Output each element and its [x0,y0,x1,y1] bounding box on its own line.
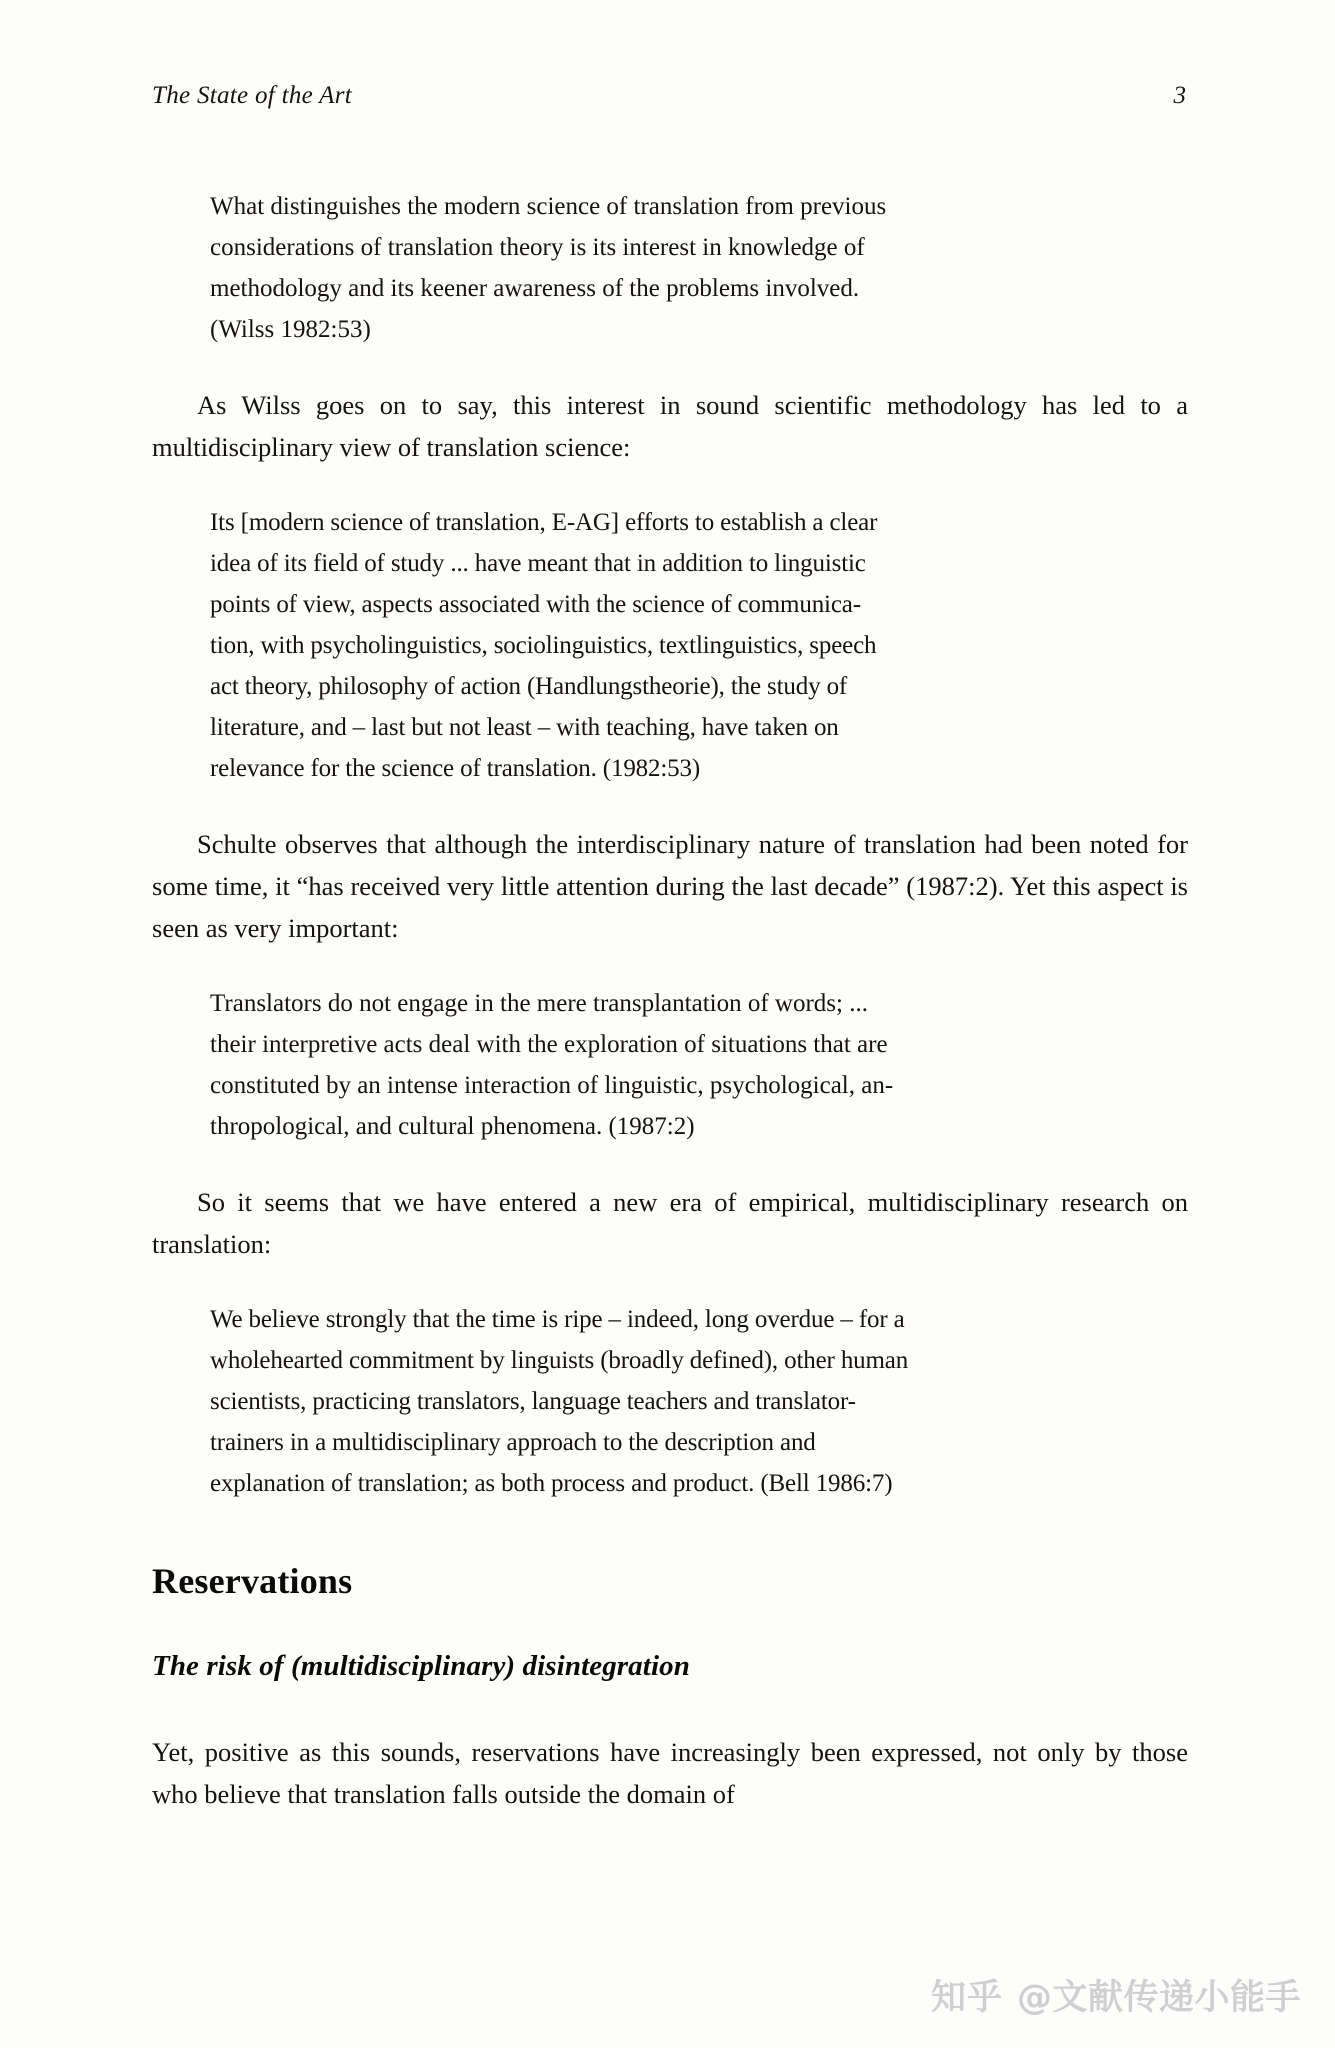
quote-line: literature, and – last but not least – with teaching, have taken on [210,714,839,741]
quote-line: points of view, aspects associated with the science of communica- [210,591,861,618]
paragraph-so-it-seems: So it seems that we have entered a new era of empirical, multidisciplinary research on translation: [152,1187,1188,1259]
page-number: 3 [1173,82,1186,109]
quote-line: idea of its field of study ... have meant that in addition to linguistic [210,550,866,577]
quote-line: thropological, and cultural phenomena. (1987:2) [210,1113,695,1140]
running-head-title: The State of the Art [152,82,352,109]
watermark [931,1970,1301,2020]
quote-line: tion, with psycholinguistics, sociolinguistics, textlinguistics, speech [210,632,877,659]
quote-line: Its [modern science of translation, E-AG] efforts to establish a clear [210,509,878,536]
paragraph-closing: Yet, positive as this sounds, reservations have increasingly been expressed, not only by those who believe that translation falls outside the domain of [152,1737,1188,1809]
quote-line: trainers in a multidisciplinary approach to the description and [210,1429,816,1456]
quote-line: (Wilss 1982:53) [210,316,371,343]
paragraph-as-wilss: As Wilss goes on to say, this interest in sound scientific methodology has led to a multidisciplinary view of translation science: [152,390,1188,462]
quote-line: explanation of translation; as both process and product. (Bell 1986:7) [210,1470,893,1497]
subsection-heading-risk: The risk of (multidisciplinary) disintegration [152,1650,690,1682]
blockquote-wilss-1 [210,186,1110,350]
quote-line: wholehearted commitment by linguists (broadly defined), other human [210,1347,909,1374]
paragraph-schulte: Schulte observes that although the interdisciplinary nature of translation had been noted for some time, it “has received very little attention during the last decade” (1987:2). Yet this aspect is seen as very important: [152,829,1188,943]
body-column [152,152,1188,1815]
quote-line: methodology and its keener awareness of the problems involved. [210,275,860,302]
quote-line: their interpretive acts deal with the exploration of situations that are [210,1031,888,1058]
quote-line: act theory, philosophy of action (Handlungstheorie), the study of [210,673,848,700]
section-heading-reservations: Reservations [152,1561,353,1601]
watermark-brand: 知乎 [930,1978,1003,2018]
quote-line: We believe strongly that the time is ripe – indeed, long overdue – for a [210,1306,905,1333]
quote-line: considerations of translation theory is its interest in knowledge of [210,234,865,261]
blockquote-wilss-2 [210,502,1110,789]
quote-line: Translators do not engage in the mere transplantation of words; ... [210,990,868,1017]
blockquote-bell [210,1299,1110,1504]
quote-line: scientists, practicing translators, language teachers and translator- [210,1388,856,1415]
quote-line: What distinguishes the modern science of translation from previous [210,193,887,220]
running-head [152,82,1188,110]
watermark-handle: @文献传递小能手 [1016,1978,1301,2018]
quote-line: constituted by an intense interaction of linguistic, psychological, an- [210,1072,894,1099]
quote-line: relevance for the science of translation. (1982:53) [210,755,701,782]
blockquote-schulte [210,983,1110,1147]
